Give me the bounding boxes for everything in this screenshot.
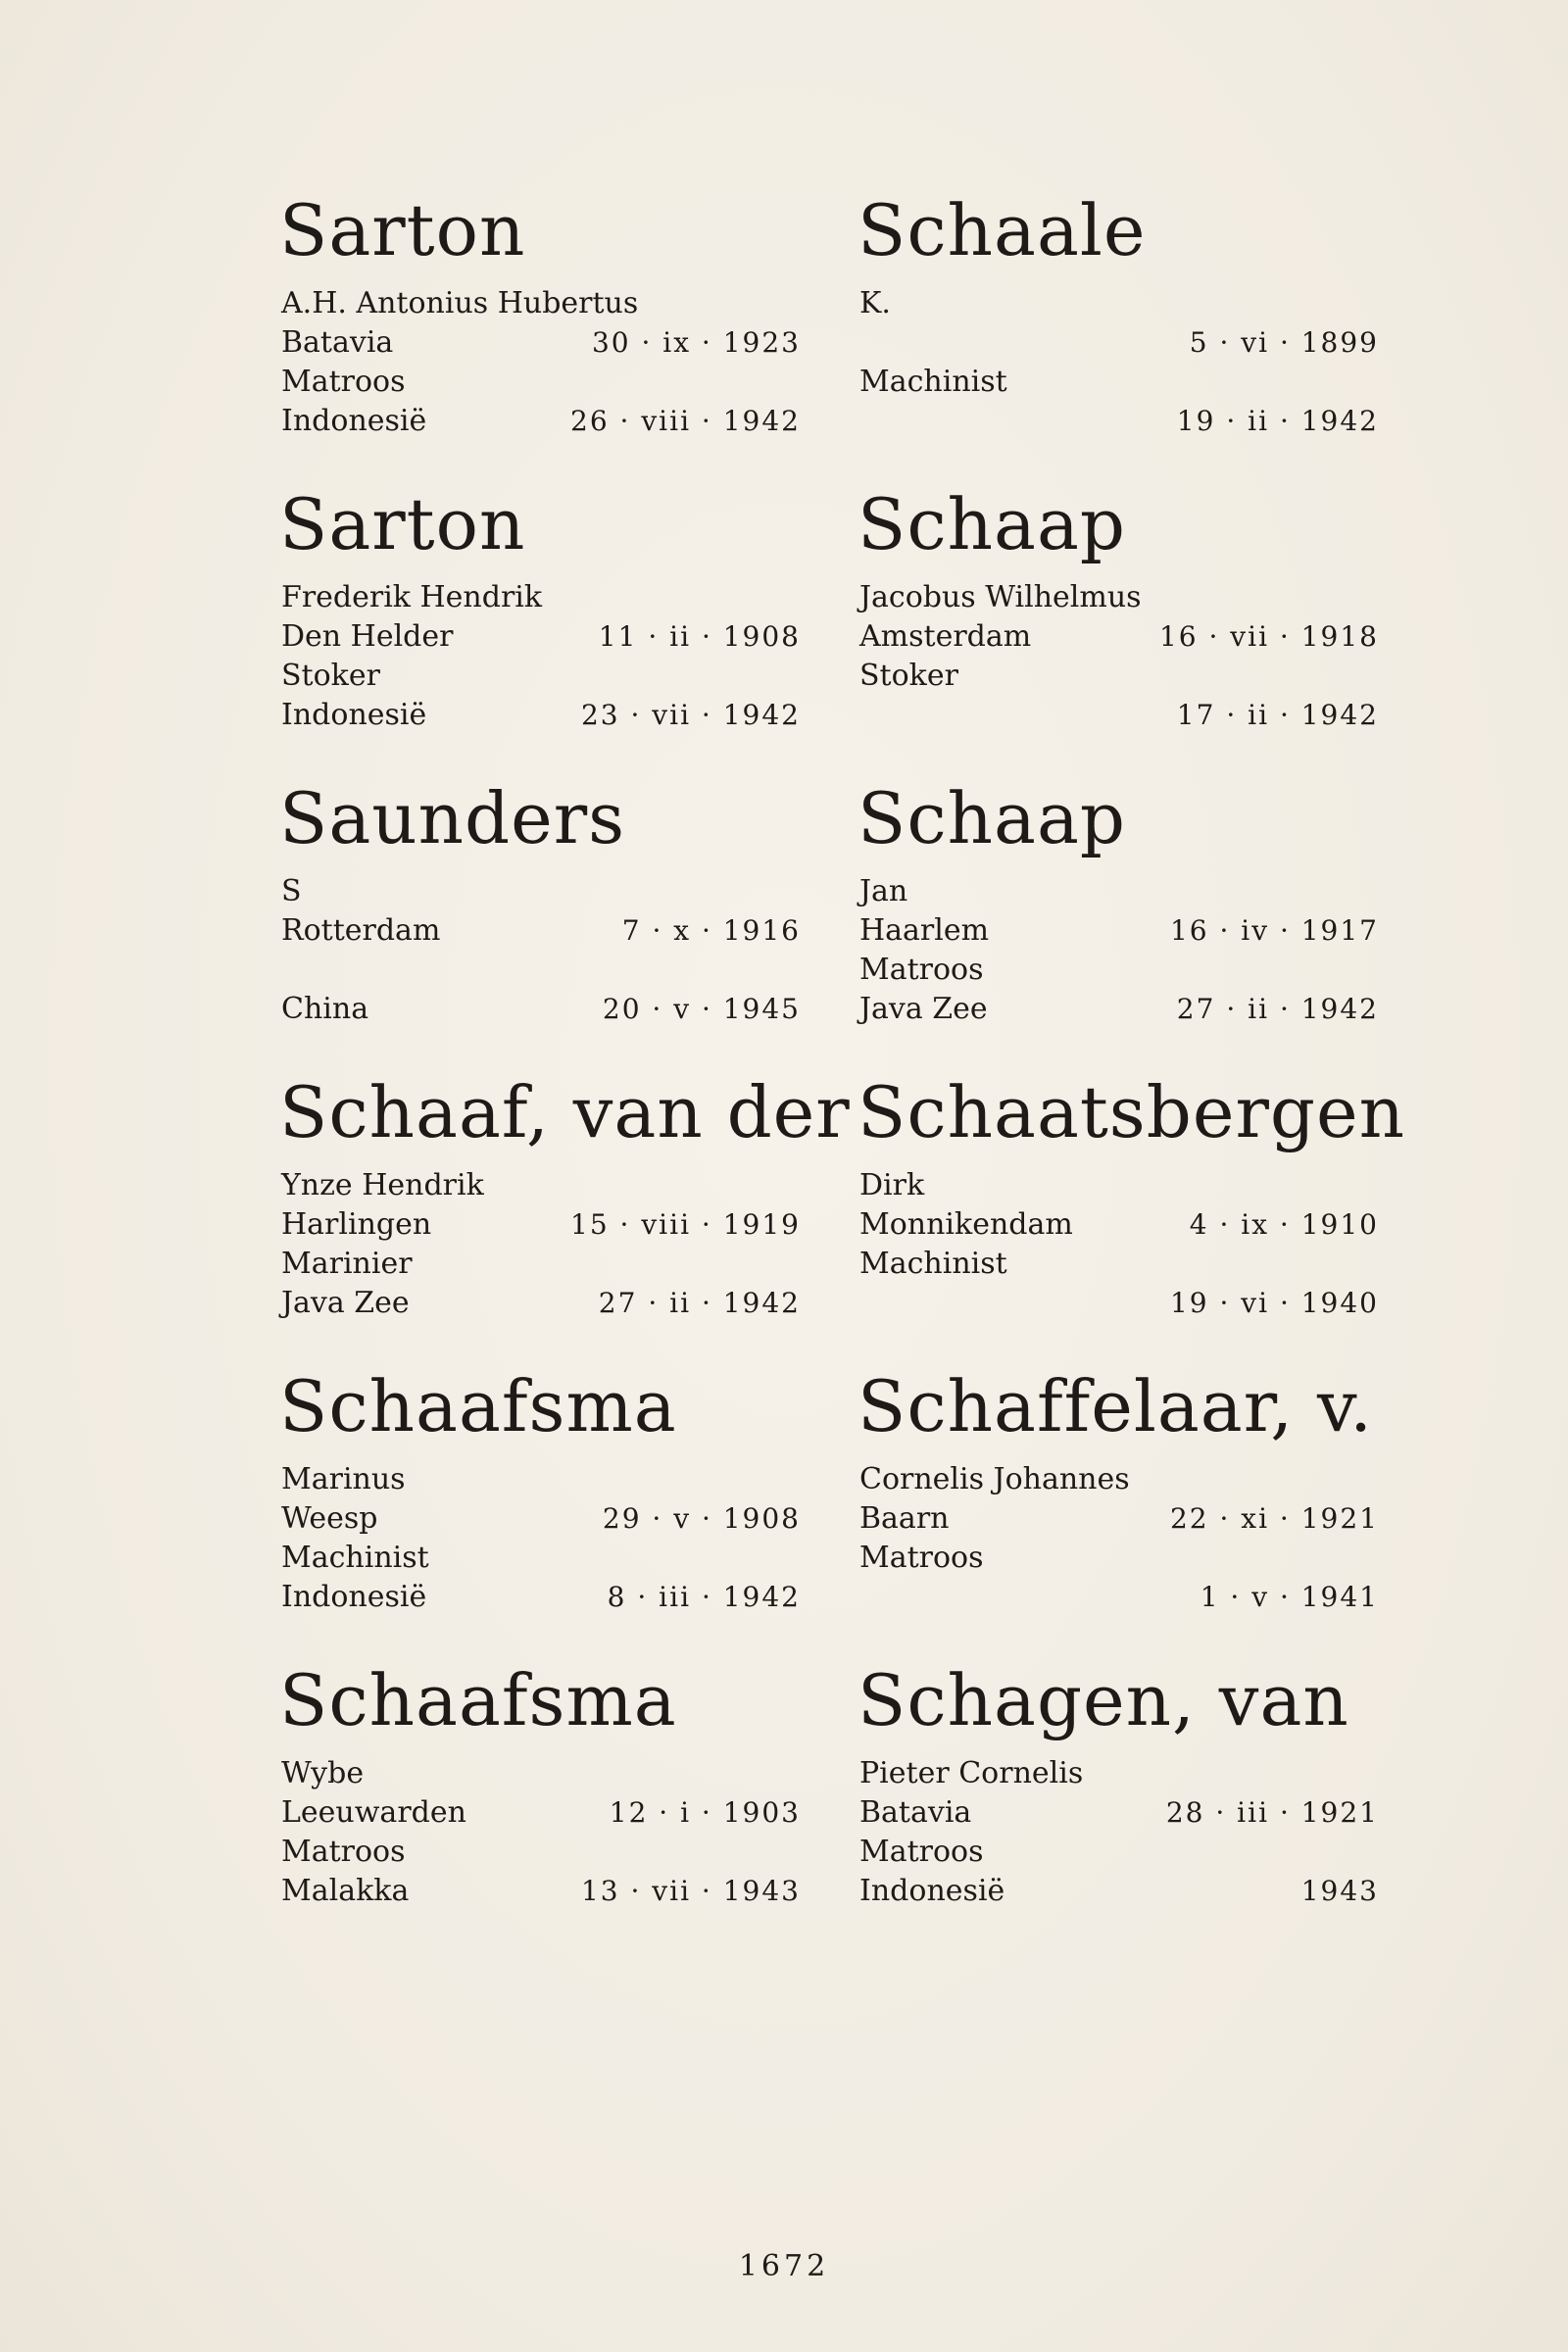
death-date: 27 · ii · 1942 bbox=[1176, 993, 1379, 1025]
rank-line bbox=[858, 363, 1387, 402]
given-names: A.H. Antonius Hubertus bbox=[281, 286, 639, 320]
death-date: 1 · v · 1941 bbox=[1200, 1581, 1379, 1613]
memorial-entry bbox=[279, 1068, 851, 1362]
rank: Stoker bbox=[281, 659, 380, 693]
birth-date: 22 · xi · 1921 bbox=[1169, 1502, 1379, 1535]
memorial-entry bbox=[858, 1656, 1387, 1950]
birth-line bbox=[279, 1499, 808, 1539]
given-names: Pieter Cornelis bbox=[859, 1756, 1084, 1790]
birth-line bbox=[858, 1793, 1387, 1833]
memorial-entry bbox=[858, 1362, 1387, 1656]
death-place: Indonesië bbox=[859, 1874, 1005, 1908]
given-names: S bbox=[281, 874, 302, 908]
rank-line bbox=[858, 1539, 1387, 1578]
death-place: Malakka bbox=[281, 1874, 410, 1908]
death-line bbox=[858, 1578, 1387, 1617]
memorial-entry bbox=[279, 480, 808, 774]
rank: Marinier bbox=[281, 1247, 413, 1281]
birth-date: 5 · vi · 1899 bbox=[1189, 326, 1379, 359]
memorial-entry bbox=[279, 774, 808, 1068]
given-names-line bbox=[858, 1754, 1387, 1793]
given-names: Jan bbox=[859, 874, 908, 908]
death-date: 17 · ii · 1942 bbox=[1176, 699, 1379, 731]
death-line bbox=[858, 990, 1387, 1029]
page-number: 1672 bbox=[738, 2249, 830, 2283]
birth-line bbox=[858, 1499, 1387, 1539]
birth-place: Batavia bbox=[281, 325, 394, 360]
rank: Stoker bbox=[859, 659, 958, 693]
given-names: Cornelis Johannes bbox=[859, 1462, 1130, 1496]
given-names-line bbox=[279, 284, 808, 323]
death-line bbox=[858, 402, 1387, 441]
rank-line bbox=[279, 1833, 808, 1872]
death-date: 26 · viii · 1942 bbox=[570, 405, 801, 437]
surname: Schaafsma bbox=[279, 1659, 677, 1741]
death-line bbox=[279, 1284, 808, 1323]
rank: Matroos bbox=[859, 1541, 984, 1575]
death-line bbox=[858, 696, 1387, 735]
surname: Sarton bbox=[279, 189, 526, 271]
death-date: 13 · vii · 1943 bbox=[580, 1875, 801, 1907]
birth-line bbox=[858, 1205, 1387, 1245]
death-date: 19 · ii · 1942 bbox=[1176, 405, 1379, 437]
given-names-line bbox=[858, 1166, 1387, 1205]
rank: Matroos bbox=[281, 365, 406, 399]
death-date: 1943 bbox=[1300, 1875, 1379, 1907]
rank: Machinist bbox=[281, 1541, 429, 1575]
memorial-entry bbox=[858, 774, 1387, 1068]
death-line bbox=[279, 696, 808, 735]
death-line bbox=[279, 402, 808, 441]
birth-line bbox=[279, 911, 808, 951]
rank-line bbox=[279, 657, 808, 696]
surname: Sarton bbox=[279, 483, 526, 565]
given-names-line bbox=[858, 284, 1387, 323]
given-names-line bbox=[858, 872, 1387, 911]
birth-place: Leeuwarden bbox=[281, 1795, 466, 1830]
birth-date: 16 · vii · 1918 bbox=[1158, 620, 1379, 653]
death-date: 23 · vii · 1942 bbox=[580, 699, 801, 731]
surname: Schaap bbox=[858, 777, 1126, 859]
death-date: 8 · iii · 1942 bbox=[607, 1581, 801, 1613]
surname: Schaffelaar, v. bbox=[858, 1365, 1374, 1447]
given-names: Ynze Hendrik bbox=[281, 1168, 484, 1202]
surname: Schaale bbox=[858, 189, 1147, 271]
birth-date: 29 · v · 1908 bbox=[602, 1502, 801, 1535]
given-names: Marinus bbox=[281, 1462, 406, 1496]
given-names: Dirk bbox=[859, 1168, 925, 1202]
death-place: China bbox=[281, 992, 369, 1026]
surname: Schagen, van bbox=[858, 1659, 1349, 1741]
given-names: Jacobus Wilhelmus bbox=[859, 580, 1142, 614]
death-place: Indonesië bbox=[281, 404, 427, 438]
rank-line bbox=[279, 1245, 808, 1284]
left-column bbox=[279, 186, 851, 1950]
birth-place: Haarlem bbox=[859, 913, 990, 948]
surname: Schaap bbox=[858, 483, 1126, 565]
death-date: 20 · v · 1945 bbox=[602, 993, 801, 1025]
given-names-line bbox=[279, 1754, 808, 1793]
memorial-entry bbox=[858, 1068, 1405, 1362]
memorial-entry bbox=[858, 480, 1387, 774]
birth-line bbox=[279, 617, 808, 657]
birth-place: Batavia bbox=[859, 1795, 972, 1830]
birth-line bbox=[858, 617, 1387, 657]
given-names-line bbox=[279, 1166, 808, 1205]
death-line bbox=[858, 1872, 1387, 1911]
birth-date: 4 · ix · 1910 bbox=[1189, 1208, 1379, 1241]
birth-place: Weesp bbox=[281, 1501, 378, 1536]
surname: Schaatsbergen bbox=[858, 1071, 1405, 1153]
rank-line bbox=[858, 951, 1387, 990]
rank-line bbox=[858, 1245, 1387, 1284]
death-place: Indonesië bbox=[281, 698, 427, 732]
surname: Saunders bbox=[279, 777, 626, 859]
rank-line bbox=[858, 657, 1387, 696]
given-names: K. bbox=[859, 286, 891, 320]
birth-date: 28 · iii · 1921 bbox=[1165, 1796, 1379, 1829]
birth-date: 11 · ii · 1908 bbox=[598, 620, 801, 653]
death-line bbox=[279, 990, 808, 1029]
surname: Schaaf, van der bbox=[279, 1071, 851, 1153]
birth-line bbox=[279, 1205, 808, 1245]
birth-place: Monnikendam bbox=[859, 1207, 1073, 1242]
given-names-line bbox=[279, 1460, 808, 1499]
rank: Machinist bbox=[859, 1247, 1007, 1281]
birth-line bbox=[858, 323, 1387, 363]
birth-place: Den Helder bbox=[281, 619, 454, 654]
rank: Matroos bbox=[859, 1835, 984, 1869]
rank: Matroos bbox=[281, 1835, 406, 1869]
death-place: Java Zee bbox=[859, 992, 988, 1026]
death-date: 27 · ii · 1942 bbox=[598, 1287, 801, 1319]
given-names: Wybe bbox=[281, 1756, 365, 1790]
birth-place: Rotterdam bbox=[281, 913, 441, 948]
birth-place: Amsterdam bbox=[859, 619, 1032, 654]
birth-line bbox=[858, 911, 1387, 951]
birth-line bbox=[279, 1793, 808, 1833]
birth-date: 7 · x · 1916 bbox=[621, 914, 801, 947]
rank-line bbox=[279, 1539, 808, 1578]
birth-line bbox=[279, 323, 808, 363]
rank: Machinist bbox=[859, 365, 1007, 399]
death-place: Java Zee bbox=[281, 1286, 410, 1320]
rank-line bbox=[279, 951, 808, 990]
birth-date: 30 · ix · 1923 bbox=[591, 326, 801, 359]
given-names: Frederik Hendrik bbox=[281, 580, 543, 614]
death-line bbox=[858, 1284, 1387, 1323]
memorial-entry bbox=[279, 1362, 808, 1656]
death-line bbox=[279, 1578, 808, 1617]
death-line bbox=[279, 1872, 808, 1911]
given-names-line bbox=[279, 872, 808, 911]
birth-date: 15 · viii · 1919 bbox=[570, 1208, 801, 1241]
death-date: 19 · vi · 1940 bbox=[1169, 1287, 1379, 1319]
rank-line bbox=[279, 363, 808, 402]
birth-date: 12 · i · 1903 bbox=[609, 1796, 801, 1829]
given-names-line bbox=[858, 1460, 1387, 1499]
birth-place: Harlingen bbox=[281, 1207, 432, 1242]
given-names-line bbox=[858, 578, 1387, 617]
rank-line bbox=[858, 1833, 1387, 1872]
birth-place: Baarn bbox=[859, 1501, 950, 1536]
memorial-entry bbox=[858, 186, 1387, 480]
surname: Schaafsma bbox=[279, 1365, 677, 1447]
memorial-entry bbox=[279, 186, 808, 480]
right-column bbox=[858, 186, 1405, 1950]
death-place: Indonesië bbox=[281, 1580, 427, 1614]
memorial-entry bbox=[279, 1656, 808, 1950]
rank: Matroos bbox=[859, 953, 984, 987]
birth-date: 16 · iv · 1917 bbox=[1169, 914, 1379, 947]
given-names-line bbox=[279, 578, 808, 617]
